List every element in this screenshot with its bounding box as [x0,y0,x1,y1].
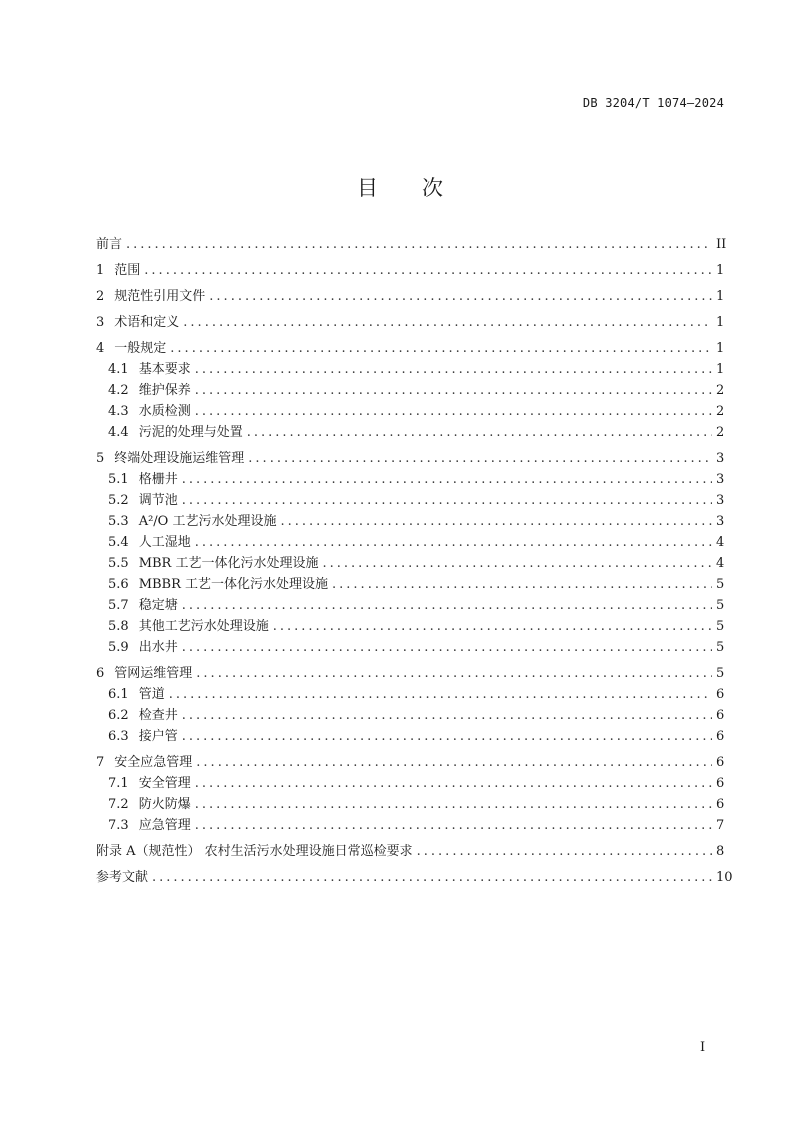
toc-entry-number: 6.3 [108,729,129,744]
toc-entry-label: 维护保养 [138,383,191,398]
toc-entry-number: 5.9 [108,640,129,655]
toc-entry[interactable] [96,595,724,616]
toc-entry-label: 水质检测 [138,404,191,419]
toc-entry-number: 6.2 [108,708,129,723]
toc-entry-number: 7 [96,755,105,770]
toc-entry-page: 5 [716,666,725,681]
toc-leader-dots [195,815,712,836]
toc-leader-dots [182,726,712,747]
toc-entry[interactable] [96,726,724,747]
toc-entry[interactable] [96,448,724,469]
toc-entry-label: 终端处理设施运维管理 [114,451,245,466]
table-of-contents [96,234,733,888]
toc-entry-number: 4.2 [108,383,129,398]
toc-entry[interactable] [96,401,724,422]
document-code: DB 3204/T 1074—2024 [582,96,724,110]
toc-entry[interactable] [96,532,724,553]
toc-entry-page: II [716,237,727,252]
toc-entry[interactable] [96,490,724,511]
toc-entry-label: 调节池 [138,493,178,508]
toc-entry-number: 5.4 [108,535,129,550]
toc-entry-label: 其他工艺污水处理设施 [138,619,269,634]
toc-leader-dots [195,794,712,815]
toc-entry-number: 6.1 [108,687,129,702]
toc-entry-label: 附录 A（规范性） 农村生活污水处理设施日常巡检要求 [96,844,413,859]
toc-entry-label: 管道 [138,687,165,702]
toc-entry-label: 管网运维管理 [114,666,193,681]
toc-entry-label: 范围 [114,263,141,278]
toc-entry-page: 6 [716,729,725,744]
toc-entry-page: 6 [716,797,725,812]
toc-leader-dots [196,663,712,684]
toc-entry-label: 前言 [96,237,123,252]
toc-entry-label: 术语和定义 [114,315,180,330]
toc-entry-page: 6 [716,776,725,791]
toc-leader-dots [182,637,712,658]
toc-leader-dots [248,448,712,469]
toc-entry-label: 接户管 [138,729,178,744]
toc-entry[interactable] [96,260,724,281]
toc-entry-number: 7.2 [108,797,129,812]
toc-entry[interactable] [96,637,724,658]
toc-entry[interactable] [96,794,724,815]
toc-entry-label: 稳定塘 [138,598,178,613]
toc-entry-page: 5 [716,598,725,613]
toc-entry[interactable] [96,286,724,307]
toc-leader-dots [273,616,712,637]
toc-entry[interactable] [96,867,733,888]
page-title: 目次 [357,176,487,200]
toc-entry-label: 检查井 [138,708,178,723]
toc-leader-dots [195,401,712,422]
toc-entry-page: 2 [716,383,725,398]
toc-entry-label: 格栅井 [138,472,178,487]
toc-entry-page: 3 [716,451,725,466]
toc-entry-page: 3 [716,472,725,487]
toc-entry[interactable] [96,338,724,359]
toc-entry-number: 4.1 [108,362,129,377]
toc-entry[interactable] [96,574,724,595]
toc-entry-label: 规范性引用文件 [114,289,206,304]
toc-entry[interactable] [96,359,724,380]
toc-entry-number: 7.1 [108,776,129,791]
toc-entry-number: 1 [96,263,105,278]
toc-entry-number: 4.3 [108,404,129,419]
toc-leader-dots [195,359,712,380]
toc-entry-page: 1 [716,341,725,356]
toc-entry[interactable] [96,684,724,705]
toc-entry-page: 3 [716,514,725,529]
toc-entry-page: 7 [716,818,725,833]
toc-entry-number: 4 [96,341,105,356]
toc-entry[interactable] [96,511,724,532]
toc-leader-dots [152,867,712,888]
toc-entry-number: 6 [96,666,105,681]
toc-entry-number: 5.1 [108,472,129,487]
toc-entry-page: 1 [716,263,725,278]
toc-leader-dots [182,705,712,726]
toc-entry-number: 5.3 [108,514,129,529]
toc-leader-dots [182,595,712,616]
toc-entry-page: 4 [716,556,725,571]
toc-entry[interactable] [96,469,724,490]
page-number: I [700,1040,706,1055]
toc-entry-number: 2 [96,289,105,304]
toc-leader-dots [417,841,712,862]
toc-entry-label: 安全管理 [138,776,191,791]
toc-entry-number: 5.5 [108,556,129,571]
toc-leader-dots [247,422,712,443]
toc-entry[interactable] [96,380,724,401]
toc-leader-dots [209,286,712,307]
toc-leader-dots [126,234,712,255]
toc-entry[interactable] [96,752,724,773]
toc-entry-page: 1 [716,362,725,377]
toc-leader-dots [195,380,712,401]
toc-entry-page: 1 [716,315,725,330]
toc-leader-dots [182,490,712,511]
toc-entry-page: 6 [716,755,725,770]
toc-entry[interactable] [96,663,724,684]
toc-entry-label: 一般规定 [114,341,167,356]
toc-entry-label: A²/O 工艺污水处理设施 [138,514,277,529]
toc-leader-dots [170,338,712,359]
toc-leader-dots [144,260,712,281]
toc-entry-number: 3 [96,315,105,330]
toc-entry-page: 3 [716,493,725,508]
toc-entry[interactable] [96,841,724,862]
toc-entry-number: 5.7 [108,598,129,613]
toc-entry-number: 5.2 [108,493,129,508]
toc-entry[interactable] [96,705,724,726]
toc-entry-number: 5.8 [108,619,129,634]
toc-entry-number: 5.6 [108,577,129,592]
toc-entry-number: 7.3 [108,818,129,833]
toc-entry-number: 4.4 [108,425,129,440]
toc-entry-label: MBBR 工艺一体化污水处理设施 [138,577,329,592]
toc-entry-page: 8 [716,844,725,859]
toc-entry-label: MBR 工艺一体化污水处理设施 [138,556,319,571]
toc-leader-dots [322,553,712,574]
toc-entry-page: 10 [716,870,733,885]
toc-entry-page: 4 [716,535,725,550]
toc-entry[interactable] [96,312,724,333]
toc-entry[interactable] [96,553,724,574]
toc-entry-label: 防火防爆 [138,797,191,812]
toc-entry[interactable] [96,616,724,637]
toc-entry[interactable] [96,234,727,255]
toc-entry-label: 出水井 [138,640,178,655]
toc-leader-dots [196,752,712,773]
toc-entry-label: 安全应急管理 [114,755,193,770]
toc-entry-page: 6 [716,687,725,702]
toc-leader-dots [169,684,712,705]
toc-entry-label: 污泥的处理与处置 [138,425,243,440]
toc-entry-page: 6 [716,708,725,723]
toc-leader-dots [182,469,712,490]
toc-entry-page: 2 [716,425,725,440]
toc-entry-page: 2 [716,404,725,419]
toc-leader-dots [280,511,712,532]
toc-entry-label: 人工湿地 [138,535,191,550]
toc-entry-label: 应急管理 [138,818,191,833]
toc-leader-dots [195,532,712,553]
toc-entry-label: 参考文献 [96,870,149,885]
toc-entry-page: 5 [716,640,725,655]
toc-leader-dots [195,773,712,794]
toc-entry-label: 基本要求 [138,362,191,377]
toc-entry-page: 1 [716,289,725,304]
toc-leader-dots [332,574,712,595]
toc-entry[interactable] [96,815,724,836]
toc-entry[interactable] [96,422,724,443]
toc-entry-page: 5 [716,619,725,634]
toc-entry-number: 5 [96,451,105,466]
toc-entry-page: 5 [716,577,725,592]
toc-leader-dots [183,312,712,333]
toc-entry[interactable] [96,773,724,794]
